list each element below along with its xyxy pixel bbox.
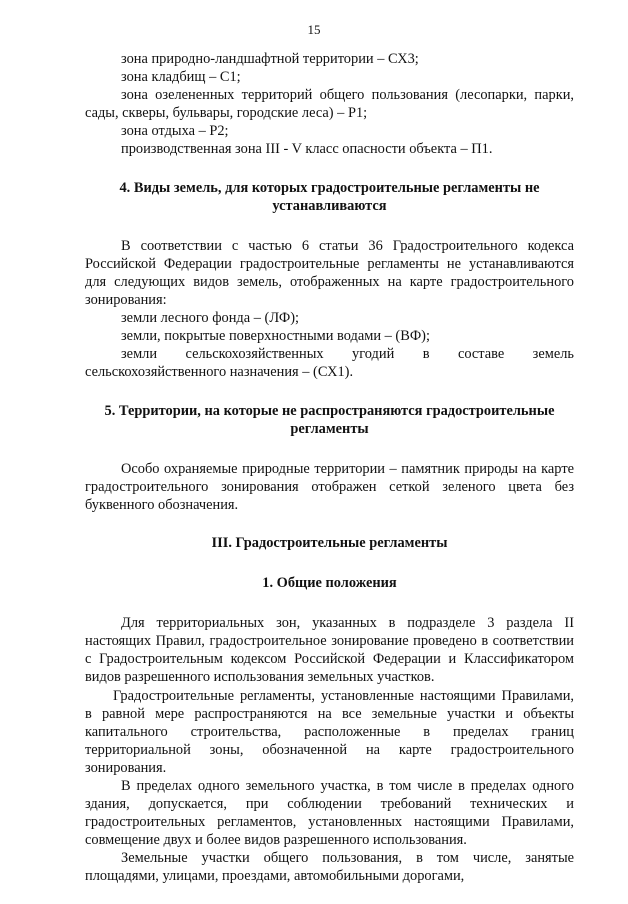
section-4-intro: В соответствии с частью 6 статьи 36 Градостроительного кодекса Российской Федерации градостроительные регламенты не устанавливаются для следующих видов земель, отображенных на карте градостроительного зонирования:: [85, 237, 574, 309]
paragraph: Для территориальных зон, указанных в подразделе 3 раздела II настоящих Правил, градостроительное зонирование проведено в соответствии с Градостроительным кодексом Российской Федерации и Классификатором видов разрешенного использования земельных участков.: [85, 615, 574, 686]
section-4-body: [85, 237, 574, 382]
part-3-heading: III. Градостроительные регламенты: [211, 534, 448, 551]
paragraph: Земельные участки общего пользования, в том числе, занятые площадями, улицами, проездами, автомобильными дорогами,: [85, 850, 574, 885]
paragraph: В пределах одного земельного участка, в том числе в пределах одного здания, допускается, при соблюдении требований технических и градостроительных регламентов, установленных настоящими Правилами, совмещение двух и более видов разрешенного использования.: [85, 778, 574, 849]
page-number: 15: [307, 22, 321, 37]
section-4-heading: 4. Виды земель, для которых градостроительные регламенты не устанавливаются: [119, 179, 540, 214]
section-5-heading: 5. Территории, на которые не распространяются градостроительные регламенты: [104, 402, 555, 437]
section-5-text: Особо охраняемые природные территории – памятник природы на карте градостроительного зонирования отображен сеткой зеленого цвета без буквенного обозначения.: [85, 460, 574, 513]
page-body: [85, 50, 574, 886]
general-provisions-heading: 1. Общие положения: [262, 575, 397, 592]
zones-list: [85, 50, 574, 159]
list-item: производственная зона III - V класс опасности объекта – П1.: [121, 141, 493, 158]
list-item: зона отдыха – Р2;: [121, 123, 229, 140]
list-item: земли, покрытые поверхностными водами – (ВФ);: [121, 328, 430, 345]
paragraph: Градостроительные регламенты, установленные настоящими Правилами, в равной мере распространяются на все земельные участки и объекты капитального строительства, расположенные в пределах границ территориальной зоны, обозначенной на карте градостроительного зонирования.: [85, 687, 574, 776]
list-item: зона природно-ландшафтной территории – СХ3;: [121, 51, 419, 67]
list-item: земли лесного фонда – (ЛФ);: [121, 310, 300, 327]
list-item: зона кладбищ – С1;: [121, 69, 241, 86]
list-item: земли сельскохозяйственных угодий в составе земель сельскохозяйственного назначения – (СХ1).: [85, 346, 574, 381]
list-item: зона озелененных территорий общего пользования (лесопарки, парки, сады, скверы, бульвары, городские леса) – Р1;: [85, 87, 574, 122]
general-provisions-body: [85, 614, 574, 885]
